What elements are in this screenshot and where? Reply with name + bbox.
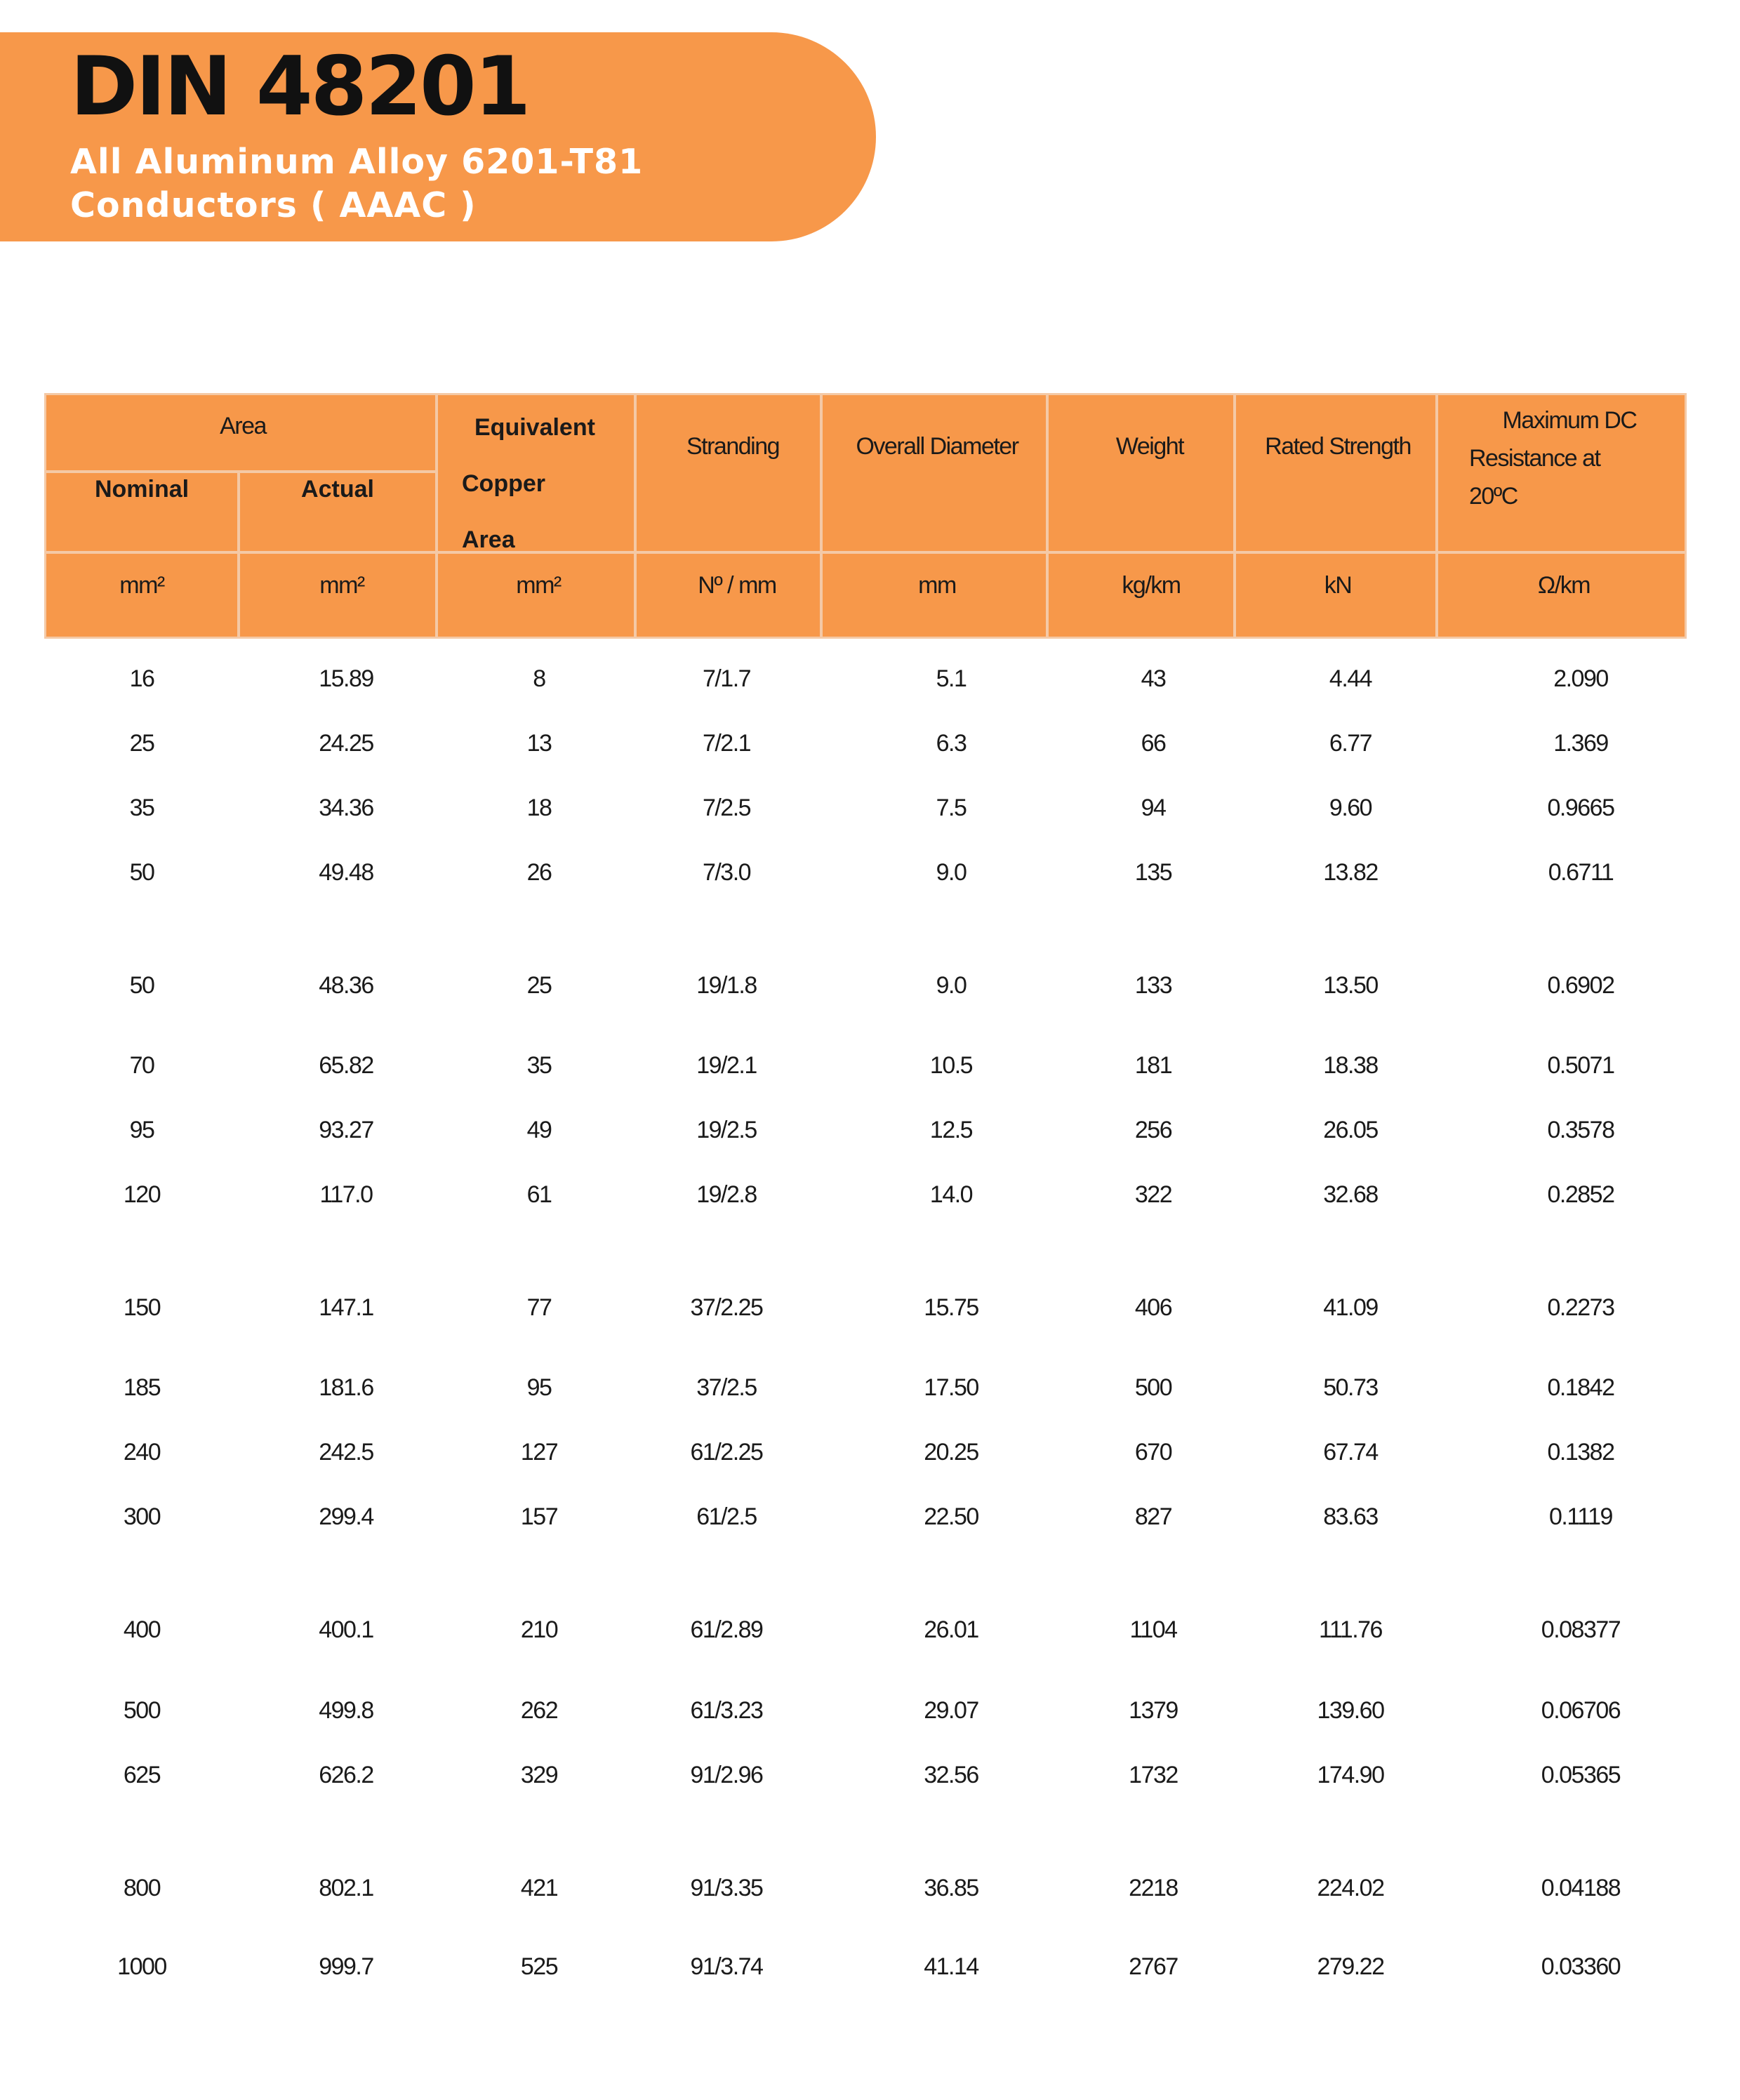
table-cell-nominal: 800 [123,1875,161,1901]
table-cell-resistance: 0.3578 [1547,1117,1614,1143]
unit-stranding: Nº / mm [698,572,776,599]
table-cell-resistance: 0.04188 [1541,1875,1621,1901]
table-cell-actual: 400.1 [319,1616,373,1643]
table-cell-strength: 32.68 [1323,1181,1378,1208]
table-cell-weight: 1104 [1129,1616,1177,1643]
table-cell-diameter: 29.07 [924,1697,978,1724]
table-cell-nominal: 120 [123,1181,161,1208]
table-cell-actual: 802.1 [319,1875,373,1901]
table-cell-weight: 500 [1134,1374,1172,1401]
unit-diameter: mm [918,572,956,599]
header-divider [634,393,637,639]
table-cell-resistance: 1.369 [1553,730,1608,757]
table-cell-nominal: 70 [129,1052,154,1079]
table-cell-diameter: 7.5 [936,795,967,821]
table-cell-weight: 133 [1134,972,1172,999]
unit-actual: mm² [319,572,364,599]
table-cell-stranding: 37/2.5 [696,1374,757,1401]
table-cell-actual: 48.36 [319,972,373,999]
table-cell-diameter: 36.85 [924,1875,978,1901]
header-equivalent-l1: Equivalent [474,414,595,441]
header-divider [237,470,240,639]
table-cell-stranding: 7/1.7 [702,665,751,692]
table-cell-diameter: 22.50 [924,1503,978,1530]
table-cell-equiv: 18 [526,795,552,821]
table-cell-strength: 9.60 [1329,795,1372,821]
table-cell-stranding: 19/2.5 [696,1117,757,1143]
table-cell-nominal: 500 [123,1697,161,1724]
table-cell-weight: 135 [1134,859,1172,886]
unit-weight: kg/km [1122,572,1181,599]
page-title: DIN 48201 [70,39,529,134]
table-cell-equiv: 35 [526,1052,552,1079]
table-cell-equiv: 127 [520,1439,558,1466]
table-cell-nominal: 185 [123,1374,161,1401]
table-cell-resistance: 0.2852 [1547,1181,1614,1208]
table-cell-actual: 24.25 [319,730,373,757]
table-cell-actual: 15.89 [319,665,373,692]
table-cell-diameter: 32.56 [924,1762,978,1788]
table-cell-resistance: 0.03360 [1541,1953,1621,1980]
table-cell-equiv: 210 [520,1616,558,1643]
header-stranding: Stranding [686,433,780,460]
table-cell-strength: 279.22 [1317,1953,1384,1980]
table-cell-stranding: 61/2.89 [690,1616,763,1643]
table-cell-weight: 1379 [1129,1697,1178,1724]
table-cell-strength: 50.73 [1323,1374,1378,1401]
table-cell-weight: 827 [1134,1503,1172,1530]
table-cell-diameter: 5.1 [936,665,967,692]
table-cell-equiv: 61 [526,1181,552,1208]
table-cell-equiv: 157 [520,1503,558,1530]
table-cell-actual: 626.2 [319,1762,373,1788]
table-cell-diameter: 9.0 [936,972,967,999]
table-cell-actual: 65.82 [319,1052,373,1079]
table-cell-stranding: 91/2.96 [690,1762,763,1788]
table-cell-strength: 83.63 [1323,1503,1378,1530]
table-cell-strength: 139.60 [1317,1697,1384,1724]
table-cell-stranding: 7/3.0 [702,859,751,886]
table-cell-weight: 670 [1134,1439,1172,1466]
table-cell-equiv: 49 [526,1117,552,1143]
table-cell-strength: 13.82 [1323,859,1378,886]
table-cell-stranding: 61/2.5 [696,1503,757,1530]
table-cell-actual: 242.5 [319,1439,373,1466]
table-cell-actual: 49.48 [319,859,373,886]
table-cell-weight: 66 [1141,730,1166,757]
table-cell-strength: 13.50 [1323,972,1378,999]
table-cell-resistance: 0.06706 [1541,1697,1621,1724]
header-divider [44,470,435,473]
table-cell-actual: 117.0 [319,1181,373,1208]
table-cell-stranding: 91/3.74 [690,1953,763,1980]
table-cell-nominal: 16 [129,665,154,692]
table-cell-nominal: 300 [123,1503,161,1530]
unit-strength: kN [1324,572,1352,599]
table-cell-weight: 322 [1134,1181,1172,1208]
unit-nominal: mm² [119,572,164,599]
table-cell-weight: 406 [1134,1294,1172,1321]
table-cell-actual: 147.1 [319,1294,373,1321]
table-cell-stranding: 7/2.5 [702,795,751,821]
table-cell-stranding: 91/3.35 [690,1875,763,1901]
page-subtitle-line2: Conductors ( AAAC ) [70,185,477,225]
table-cell-diameter: 17.50 [924,1374,978,1401]
table-cell-diameter: 14.0 [929,1181,973,1208]
table-cell-equiv: 8 [533,665,545,692]
table-cell-resistance: 0.5071 [1547,1052,1614,1079]
table-cell-stranding: 61/2.25 [690,1439,763,1466]
table-cell-resistance: 0.1842 [1547,1374,1614,1401]
header-weight: Weight [1115,433,1184,460]
table-cell-diameter: 20.25 [924,1439,978,1466]
table-cell-resistance: 2.090 [1553,665,1608,692]
table-cell-diameter: 41.14 [924,1953,978,1980]
header-divider [1046,393,1049,639]
header-divider [44,551,1687,554]
table-cell-diameter: 15.75 [924,1294,978,1321]
header-rated-strength: Rated Strength [1265,433,1411,460]
header-area: Area [220,413,266,439]
header-divider [435,393,438,639]
table-cell-weight: 2218 [1129,1875,1178,1901]
header-equivalent-l2: Copper [462,470,545,497]
table-cell-actual: 499.8 [319,1697,373,1724]
table-cell-strength: 41.09 [1323,1294,1378,1321]
table-cell-strength: 224.02 [1317,1875,1384,1901]
table-cell-equiv: 262 [520,1697,558,1724]
header-actual: Actual [301,476,374,503]
table-cell-diameter: 6.3 [936,730,967,757]
table-cell-stranding: 7/2.1 [702,730,751,757]
table-cell-resistance: 0.08377 [1541,1616,1621,1643]
table-cell-stranding: 19/1.8 [696,972,757,999]
table-cell-weight: 2767 [1129,1953,1178,1980]
table-cell-weight: 256 [1134,1117,1172,1143]
title-banner [0,32,876,241]
table-cell-strength: 4.44 [1329,665,1372,692]
table-cell-nominal: 95 [129,1117,154,1143]
table-cell-nominal: 1000 [117,1953,166,1980]
table-cell-nominal: 400 [123,1616,161,1643]
table-cell-resistance: 0.9665 [1547,795,1614,821]
table-cell-actual: 34.36 [319,795,373,821]
table-cell-resistance: 0.6711 [1548,859,1614,886]
table-cell-equiv: 77 [526,1294,552,1321]
table-cell-nominal: 240 [123,1439,161,1466]
table-cell-equiv: 329 [520,1762,558,1788]
table-cell-weight: 181 [1134,1052,1172,1079]
table-cell-nominal: 50 [129,972,154,999]
table-cell-diameter: 9.0 [936,859,967,886]
table-cell-equiv: 25 [526,972,552,999]
table-cell-resistance: 0.05365 [1541,1762,1621,1788]
unit-equivalent: mm² [516,572,561,599]
header-overall-diameter: Overall Diameter [856,433,1018,460]
table-cell-nominal: 150 [123,1294,161,1321]
table-cell-weight: 1732 [1129,1762,1178,1788]
table-cell-equiv: 13 [526,730,552,757]
page-subtitle-line1: All Aluminum Alloy 6201-T81 [70,142,644,182]
table-cell-strength: 6.77 [1329,730,1372,757]
header-divider [820,393,823,639]
header-nominal: Nominal [94,476,190,503]
table-cell-actual: 93.27 [319,1117,373,1143]
table-cell-equiv: 525 [520,1953,558,1980]
table-cell-nominal: 35 [129,795,154,821]
table-cell-strength: 67.74 [1323,1439,1378,1466]
unit-resistance: Ω/km [1537,572,1590,599]
table-cell-diameter: 12.5 [929,1117,973,1143]
table-cell-actual: 181.6 [319,1374,373,1401]
table-cell-diameter: 10.5 [929,1052,973,1079]
table-cell-resistance: 0.1119 [1549,1503,1612,1530]
table-cell-stranding: 37/2.25 [690,1294,763,1321]
table-cell-equiv: 26 [526,859,552,886]
table-cell-equiv: 421 [520,1875,558,1901]
table-cell-actual: 999.7 [319,1953,373,1980]
table-cell-nominal: 25 [129,730,154,757]
table-cell-equiv: 95 [526,1374,552,1401]
table-cell-stranding: 61/3.23 [690,1697,763,1724]
table-cell-strength: 111.76 [1319,1616,1382,1643]
header-equivalent-l3: Area [462,526,515,553]
header-resistance-l2: Resistance at [1469,445,1600,472]
header-resistance-l1: Maximum DC [1502,407,1637,434]
table-cell-strength: 18.38 [1323,1052,1378,1079]
table-cell-strength: 26.05 [1323,1117,1378,1143]
table-cell-nominal: 625 [123,1762,161,1788]
header-divider [1233,393,1236,639]
table-cell-actual: 299.4 [319,1503,373,1530]
table-cell-resistance: 0.2273 [1547,1294,1614,1321]
table-cell-weight: 43 [1141,665,1166,692]
table-header [44,393,1687,639]
table-cell-nominal: 50 [129,859,154,886]
table-cell-diameter: 26.01 [924,1616,978,1643]
table-cell-stranding: 19/2.8 [696,1181,757,1208]
header-divider [1435,393,1438,639]
header-resistance-l3: 20ºC [1469,483,1517,510]
table-cell-strength: 174.90 [1317,1762,1384,1788]
table-cell-resistance: 0.1382 [1547,1439,1614,1466]
table-cell-weight: 94 [1141,795,1166,821]
table-cell-stranding: 19/2.1 [696,1052,757,1079]
table-cell-resistance: 0.6902 [1547,972,1614,999]
